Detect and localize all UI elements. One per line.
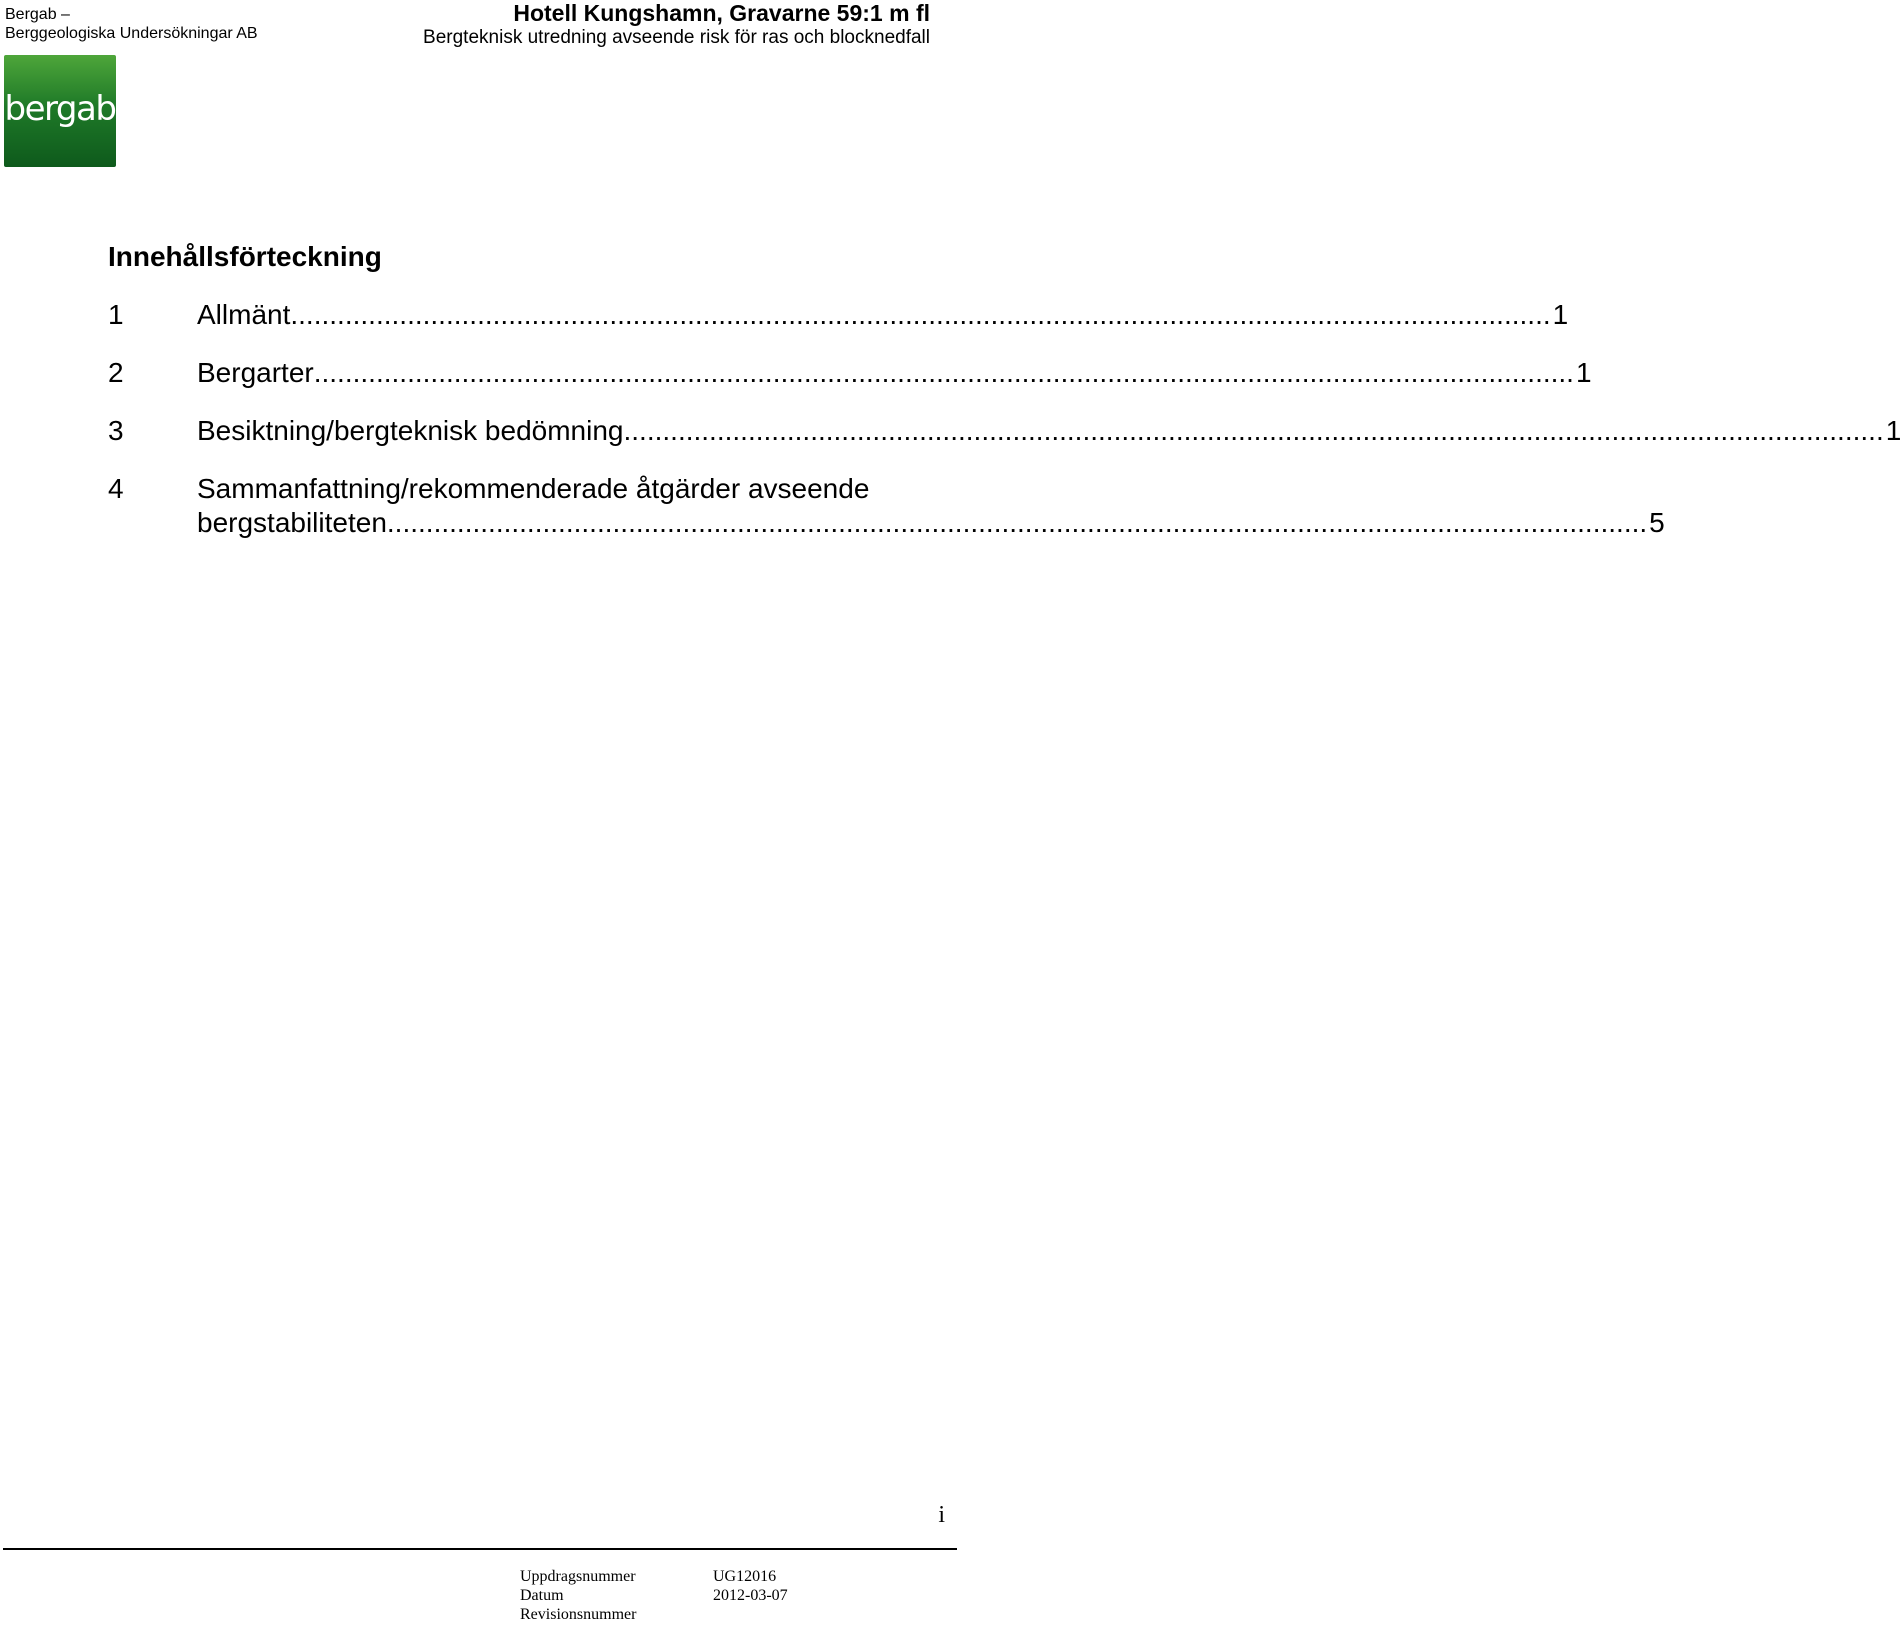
date-label: Datum	[520, 1587, 564, 1604]
toc-entry-allmant[interactable]	[108, 298, 1569, 332]
company-name	[5, 5, 258, 43]
toc-entry-title: Sammanfattning/rekommenderade åtgärder avseende	[197, 473, 870, 504]
footer-row-revision	[520, 1605, 788, 1624]
toc-heading: Innehållsförteckning	[108, 241, 382, 272]
toc-entry-title: Bergarter	[197, 357, 314, 388]
table-of-contents	[108, 298, 1901, 564]
date-value: 2012-03-07	[713, 1587, 788, 1604]
document-subtitle: Bergteknisk utredning avseende risk för ras och blocknedfall	[423, 27, 930, 48]
toc-entry-sammanfattning[interactable]	[108, 472, 1665, 540]
toc-entry-page: 1	[1575, 357, 1592, 388]
toc-entry-title: Allmänt	[197, 299, 291, 330]
toc-entry-number: 4	[108, 473, 124, 504]
toc-entry-page: 1	[1885, 415, 1901, 446]
toc-entry-title: Besiktning/bergteknisk bedömning	[197, 415, 624, 446]
toc-entry-number: 1	[108, 299, 124, 330]
toc-entry-title-continued: bergstabiliteten	[197, 507, 387, 538]
assignment-label: Uppdragsnummer	[520, 1568, 636, 1585]
company-name-line1: Bergab –	[5, 6, 70, 23]
footer-row-date	[520, 1586, 788, 1605]
toc-entry-page: 5	[1649, 507, 1665, 538]
toc-entry-page: 1	[1552, 299, 1569, 330]
toc-entry-number: 3	[108, 415, 124, 446]
toc-leader-dots	[387, 506, 1647, 540]
document-title: Hotell Kungshamn, Gravarne 59:1 m fl	[513, 0, 930, 26]
revision-label: Revisionsnummer	[520, 1606, 637, 1623]
page-number: i	[938, 1502, 945, 1528]
toc-entry-number: 2	[108, 357, 124, 388]
logo-text: bergab	[4, 89, 116, 129]
footer-divider	[3, 1548, 957, 1550]
assignment-value: UG12016	[713, 1568, 777, 1585]
toc-leader-dots	[623, 414, 1883, 448]
bergab-logo	[4, 55, 116, 167]
document-header	[423, 0, 930, 50]
company-name-line2: Berggeologiska Undersökningar AB	[5, 25, 258, 42]
toc-entry-besiktning[interactable]	[108, 414, 1901, 448]
footer-row-assignment	[520, 1567, 788, 1586]
footer	[520, 1567, 788, 1624]
toc-leader-dots	[290, 298, 1550, 332]
toc-leader-dots	[314, 356, 1574, 390]
toc-entry-bergarter[interactable]	[108, 356, 1592, 390]
